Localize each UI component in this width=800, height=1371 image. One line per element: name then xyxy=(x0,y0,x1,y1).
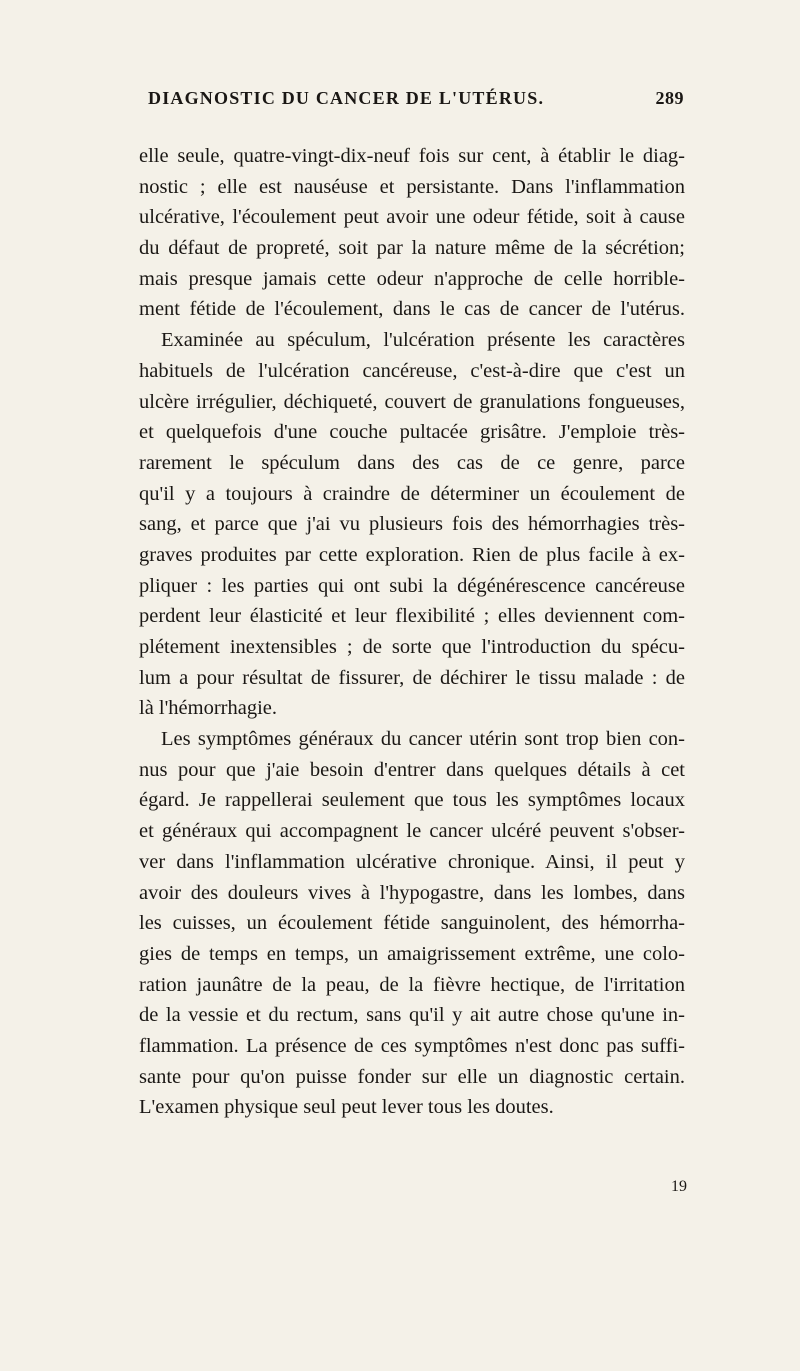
running-title: DIAGNOSTIC DU CANCER DE L'UTÉRUS. xyxy=(148,88,545,108)
signature-mark: 19 xyxy=(671,1178,687,1195)
text-line: Examinée au spéculum, l'ulcération présente les caractères xyxy=(161,329,685,352)
text-line: du défaut de propreté, soit par la nature même de la sécrétion; xyxy=(139,237,685,260)
text-line: sang, et parce que j'ai vu plusieurs fois des hémorrhagies très- xyxy=(139,513,685,536)
text-line: égard. Je rappellerai seulement que tous les symptômes locaux xyxy=(139,789,685,812)
text-line: pliquer : les parties qui ont subi la dégénérescence cancéreuse xyxy=(139,574,685,597)
text-line: ration jaunâtre de la peau, de la fièvre hectique, de l'irritation xyxy=(139,973,685,996)
body-text xyxy=(139,141,685,1123)
text-line: qu'il y a toujours à craindre de déterminer un écoulement de xyxy=(139,482,685,505)
text-line: Les symptômes généraux du cancer utérin sont trop bien con- xyxy=(161,728,685,751)
text-line: de la vessie et du rectum, sans qu'il y ait autre chose qu'une in- xyxy=(139,1004,685,1027)
text-line: et généraux qui accompagnent le cancer ulcéré peuvent s'obser- xyxy=(139,820,685,843)
text-line: les cuisses, un écoulement fétide sanguinolent, des hémorrha- xyxy=(139,912,685,935)
page-number: 289 xyxy=(655,88,684,108)
text-line: mais presque jamais cette odeur n'approche de celle horrible- xyxy=(139,267,685,290)
text-line: sante pour qu'on puisse fonder sur elle un diagnostic certain. xyxy=(139,1065,685,1088)
text-line: et quelquefois d'une couche pultacée grisâtre. J'emploie très- xyxy=(139,421,685,444)
text-line: nostic ; elle est nauséuse et persistante. Dans l'inflammation xyxy=(139,175,685,198)
text-line: avoir des douleurs vives à l'hypogastre, dans les lombes, dans xyxy=(139,881,685,904)
text-line: là l'hémorrhagie. xyxy=(139,697,278,720)
text-line: ulcérative, l'écoulement peut avoir une odeur fétide, soit à cause xyxy=(139,206,685,229)
text-line: perdent leur élasticité et leur flexibilité ; elles deviennent com- xyxy=(139,605,685,628)
text-line: L'examen physique seul peut lever tous les doutes. xyxy=(139,1096,554,1119)
text-line: flammation. La présence de ces symptômes n'est donc pas suffi- xyxy=(139,1034,685,1057)
text-line: ulcère irrégulier, déchiqueté, couvert de granulations fongueuses, xyxy=(139,390,685,413)
text-line: graves produites par cette exploration. Rien de plus facile à ex- xyxy=(139,543,685,566)
text-line: plétement inextensibles ; de sorte que l'introduction du spécu- xyxy=(139,636,685,658)
text-line: ment fétide de l'écoulement, dans le cas de cancer de l'utérus. xyxy=(139,298,685,321)
running-head xyxy=(148,88,684,118)
text-line: gies de temps en temps, un amaigrissement extrême, une colo- xyxy=(139,942,685,965)
text-line: habituels de l'ulcération cancéreuse, c'est-à-dire que c'est un xyxy=(139,359,685,382)
text-line: rarement le spéculum dans des cas de ce genre, parce xyxy=(139,451,685,474)
text-line: lum a pour résultat de fissurer, de déchirer le tissu malade : de xyxy=(139,666,685,689)
text-line: nus pour que j'aie besoin d'entrer dans quelques détails à cet xyxy=(139,758,685,781)
text-line: elle seule, quatre-vingt-dix-neuf fois sur cent, à établir le diag- xyxy=(139,145,685,167)
text-line: ver dans l'inflammation ulcérative chronique. Ainsi, il peut y xyxy=(139,850,685,873)
